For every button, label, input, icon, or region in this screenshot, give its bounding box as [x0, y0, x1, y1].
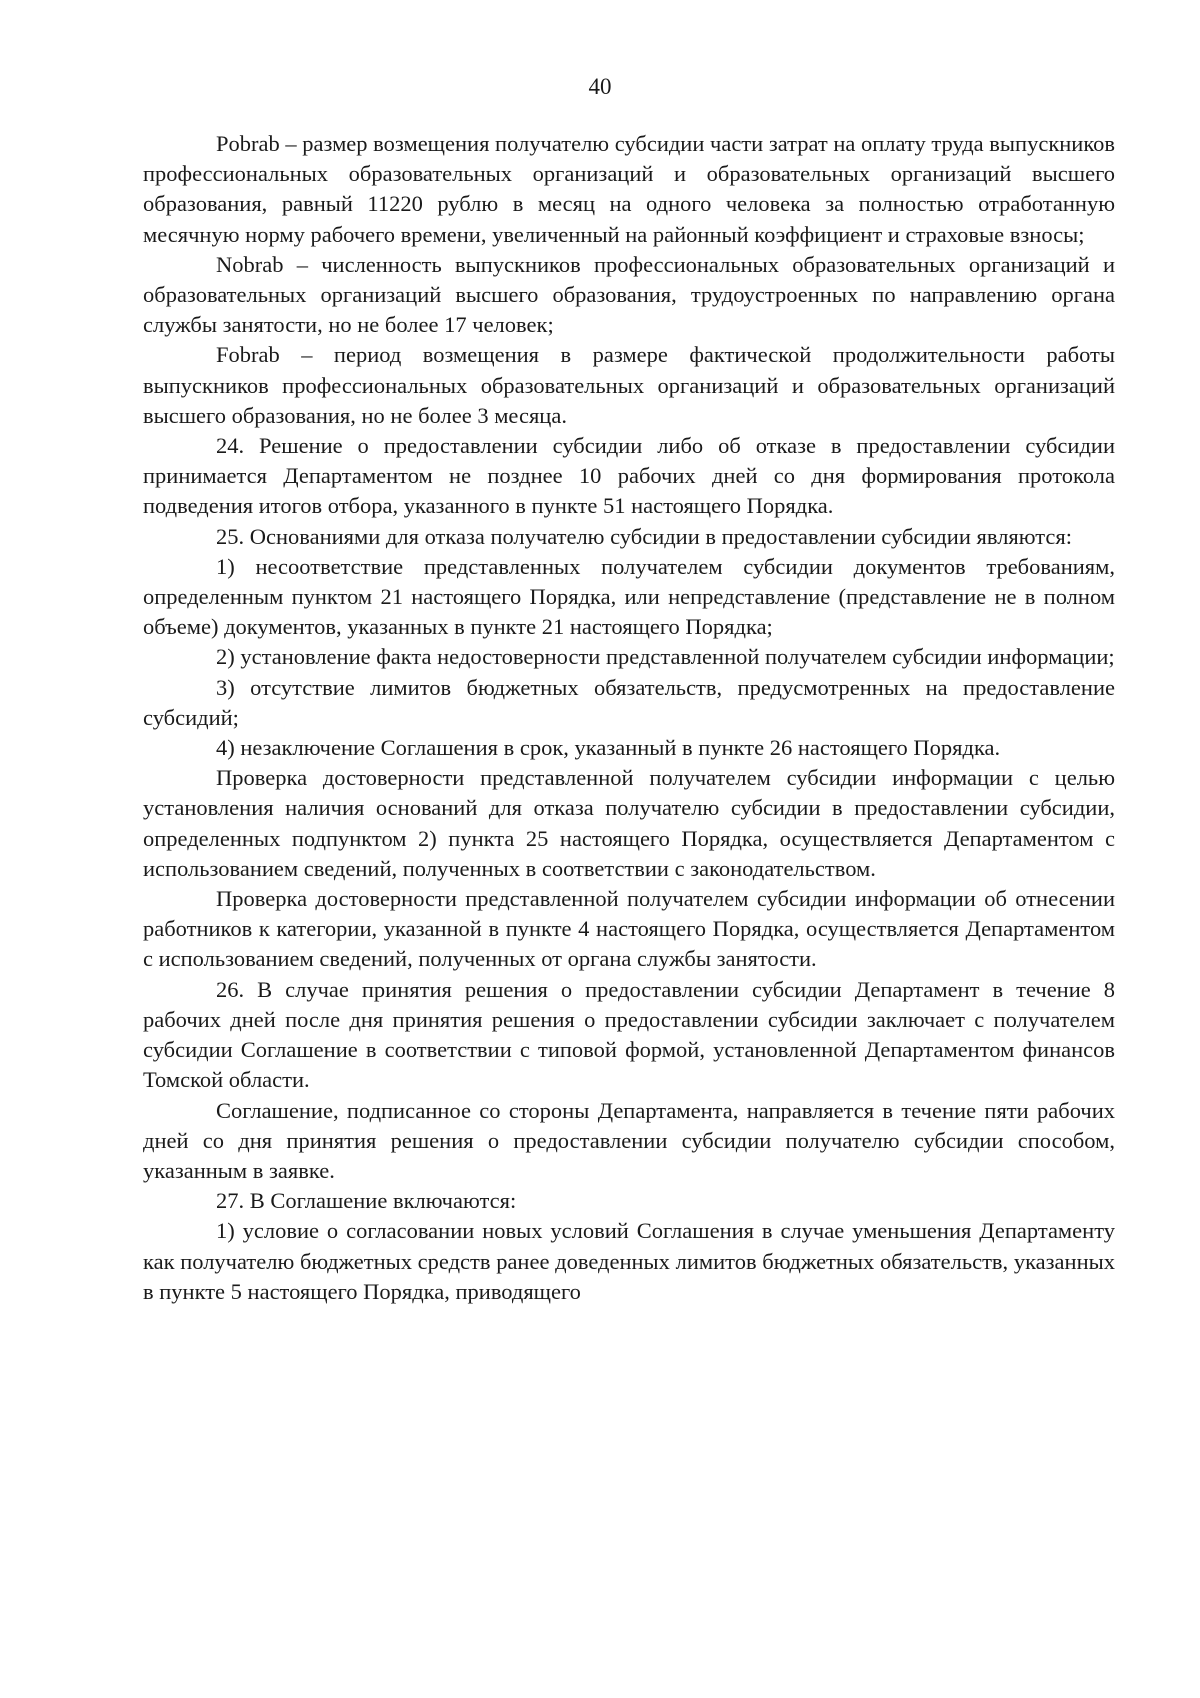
- paragraph-nobrab-definition: Nobrab – численность выпускников профессиональных образовательных организаций и образовательных организаций высшего образования, трудоустроенных по направлению органа службы занятости, но не более 17 человек;: [143, 251, 1115, 338]
- paragraph-item-27: 27. В Соглашение включаются:: [216, 1188, 517, 1214]
- paragraph-item-25-sub-1: 1) несоответствие представленных получателем субсидии документов требованиям, определенным пунктом 21 настоящего Порядка, или непредставление (представление не в полном объеме) документов, указанных в пункте 21 настоящего Порядка;: [143, 553, 1115, 640]
- paragraph-item-25-sub-2: 2) установление факта недостоверности представленной получателем субсидии информации;: [216, 644, 1115, 670]
- paragraph-item-25-sub-4: 4) незаключение Соглашения в срок, указанный в пункте 26 настоящего Порядка.: [216, 735, 1001, 761]
- paragraph-agreement-sending: Соглашение, подписанное со стороны Департамента, направляется в течение пяти рабочих дней со дня принятия решения о предоставлении субсидии получателю субсидии способом, указанным в заявке.: [143, 1097, 1115, 1183]
- document-body: [143, 129, 1115, 1307]
- paragraph-item-24: 24. Решение о предоставлении субсидии либо об отказе в предоставлении субсидии принимается Департаментом не позднее 10 рабочих дней со дня формирования протокола подведения итогов отбора, указанного в пункте 51 настоящего Порядка.: [143, 433, 1115, 519]
- paragraph-item-25: 25. Основаниями для отказа получателю субсидии в предоставлении субсидии являются:: [216, 523, 1072, 549]
- paragraph-fobrab-definition: Fobrab – период возмещения в размере фактической продолжительности работы выпускников профессиональных образовательных организаций и образовательных организаций высшего образования, но не более 3 месяца.: [143, 342, 1115, 428]
- paragraph-verification-1: Проверка достоверности представленной получателем субсидии информации с целью установления наличия оснований для отказа получателю субсидии в предоставлении субсидии, определенных подпунктом 2) пункта 25 настоящего Порядка, осуществляется Департаментом с использованием сведений, полученных в соответствии с законодательством.: [143, 765, 1115, 881]
- paragraph-pobrab-definition: Pobrab – размер возмещения получателю субсидии части затрат на оплату труда выпускников профессиональных образовательных организаций и образовательных организаций высшего образования, равный 11220 рублю в месяц на одного человека за полностью отработанную месячную норму рабочего времени, увеличенный на районный коэффициент и страховые взносы;: [143, 131, 1115, 247]
- paragraph-item-25-sub-3: 3) отсутствие лимитов бюджетных обязательств, предусмотренных на предоставление субсидий;: [143, 674, 1115, 730]
- page-number: 40: [588, 74, 612, 99]
- paragraph-verification-2: Проверка достоверности представленной получателем субсидии информации об отнесении работников к категории, указанной в пункте 4 настоящего Порядка, осуществляется Департаментом с использованием сведений, полученных от органа службы занятости.: [143, 886, 1115, 972]
- paragraph-item-27-sub-1: 1) условие о согласовании новых условий Соглашения в случае уменьшения Департаменту как получателю бюджетных средств ранее доведенных лимитов бюджетных обязательств, указанных в пункте 5 настоящего Порядка, приводящего: [143, 1218, 1115, 1304]
- paragraph-item-26: 26. В случае принятия решения о предоставлении субсидии Департамент в течение 8 рабочих дней после дня принятия решения о предоставлении субсидии заключает с получателем субсидии Соглашение в соответствии с типовой формой, установленной Департаментом финансов Томской области.: [143, 976, 1115, 1093]
